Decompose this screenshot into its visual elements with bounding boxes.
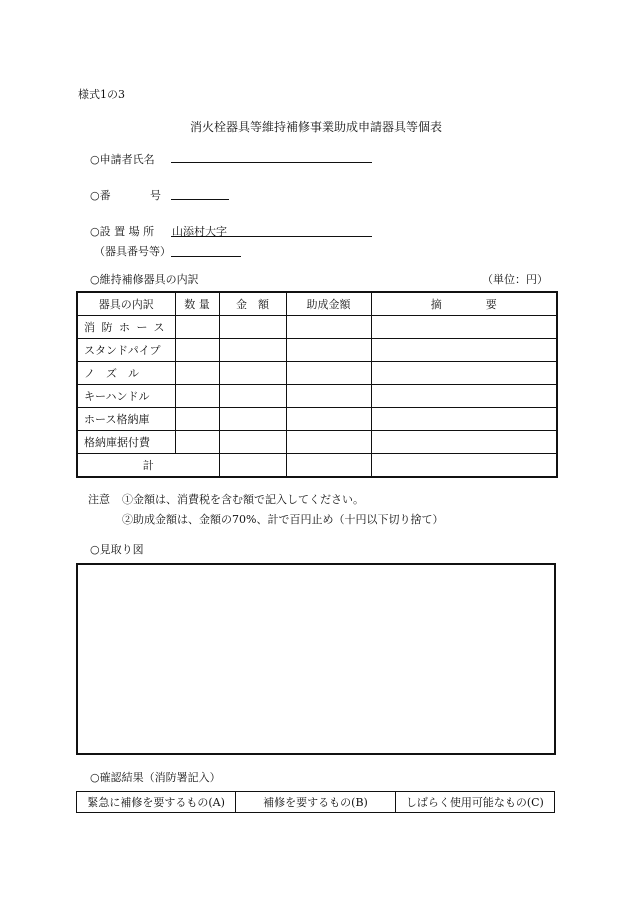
table-row [77, 362, 557, 385]
quantity-cell[interactable] [175, 316, 219, 339]
notes-label: 注意 [88, 493, 110, 506]
header-quantity: 数 量 [175, 292, 219, 316]
quantity-cell[interactable] [175, 362, 219, 385]
row-label: キーハンドル [77, 385, 175, 408]
quantity-cell[interactable] [175, 385, 219, 408]
remarks-cell[interactable] [371, 408, 557, 431]
total-remarks-cell[interactable] [371, 454, 557, 478]
amount-cell[interactable] [219, 385, 286, 408]
location-field[interactable] [171, 236, 372, 237]
equipment-number-field[interactable] [171, 256, 241, 257]
table-row [77, 316, 557, 339]
confirmation-table [76, 791, 555, 813]
subsidy-cell[interactable] [286, 431, 371, 454]
number-label-2: 号 [150, 189, 161, 202]
note-1: ①金額は、消費税を含む額で記入してください。 [122, 493, 364, 506]
page-title: 消火栓器具等維持補修事業助成申請器具等個表 [190, 120, 443, 134]
applicant-label: ○申請者氏名 [90, 153, 155, 166]
row-label: ホース格納庫 [77, 408, 175, 431]
unit-label: （単位：円） [482, 273, 548, 286]
breakdown-label: ○維持補修器具の内訳 [90, 273, 199, 286]
total-amount-cell[interactable] [219, 454, 286, 478]
quantity-cell[interactable] [175, 431, 219, 454]
number-label-1: ○番 [90, 189, 111, 202]
equipment-table [76, 291, 558, 478]
quantity-cell[interactable] [175, 408, 219, 431]
confirmation-label: ○確認結果（消防署記入） [90, 771, 221, 784]
location-value: 山添村大字 [172, 225, 227, 238]
table-row [77, 408, 557, 431]
number-field[interactable] [171, 199, 229, 200]
location-label: ○設 置 場 所 [90, 225, 155, 238]
header-remarks: 摘 要 [371, 292, 557, 316]
option-c[interactable]: しばらく使用可能なもの(C) [395, 792, 554, 813]
quantity-cell[interactable] [175, 339, 219, 362]
subsidy-cell[interactable] [286, 339, 371, 362]
table-row [77, 339, 557, 362]
subsidy-cell[interactable] [286, 385, 371, 408]
total-subsidy-cell[interactable] [286, 454, 371, 478]
row-label: 格納庫据付費 [77, 431, 175, 454]
header-item: 器具の内訳 [77, 292, 175, 316]
remarks-cell[interactable] [371, 385, 557, 408]
table-header-row [77, 292, 557, 316]
amount-cell[interactable] [219, 316, 286, 339]
form-number: 様式1の3 [78, 88, 125, 101]
row-label: 消防ホース [77, 316, 175, 339]
remarks-cell[interactable] [371, 316, 557, 339]
header-amount: 金 額 [219, 292, 286, 316]
option-a[interactable]: 緊急に補修を要するもの(A) [77, 792, 236, 813]
table-row [77, 385, 557, 408]
remarks-cell[interactable] [371, 339, 557, 362]
option-b[interactable]: 補修を要するもの(B) [236, 792, 395, 813]
sketch-area[interactable] [76, 563, 556, 755]
applicant-field[interactable] [171, 162, 372, 163]
total-row [77, 454, 557, 478]
note-2: ②助成金額は、金額の70%、計で百円止め（十円以下切り捨て） [122, 513, 444, 526]
table-row [77, 431, 557, 454]
amount-cell[interactable] [219, 431, 286, 454]
row-label: スタンドパイプ [77, 339, 175, 362]
amount-cell[interactable] [219, 339, 286, 362]
amount-cell[interactable] [219, 362, 286, 385]
row-label: ノ ズ ル [77, 362, 175, 385]
total-label: 計 [77, 454, 219, 478]
header-subsidy: 助成金額 [286, 292, 371, 316]
remarks-cell[interactable] [371, 362, 557, 385]
equipment-number-label: （器具番号等） [94, 245, 171, 258]
amount-cell[interactable] [219, 408, 286, 431]
subsidy-cell[interactable] [286, 408, 371, 431]
sketch-label: ○見取り図 [90, 543, 144, 556]
remarks-cell[interactable] [371, 431, 557, 454]
subsidy-cell[interactable] [286, 316, 371, 339]
subsidy-cell[interactable] [286, 362, 371, 385]
